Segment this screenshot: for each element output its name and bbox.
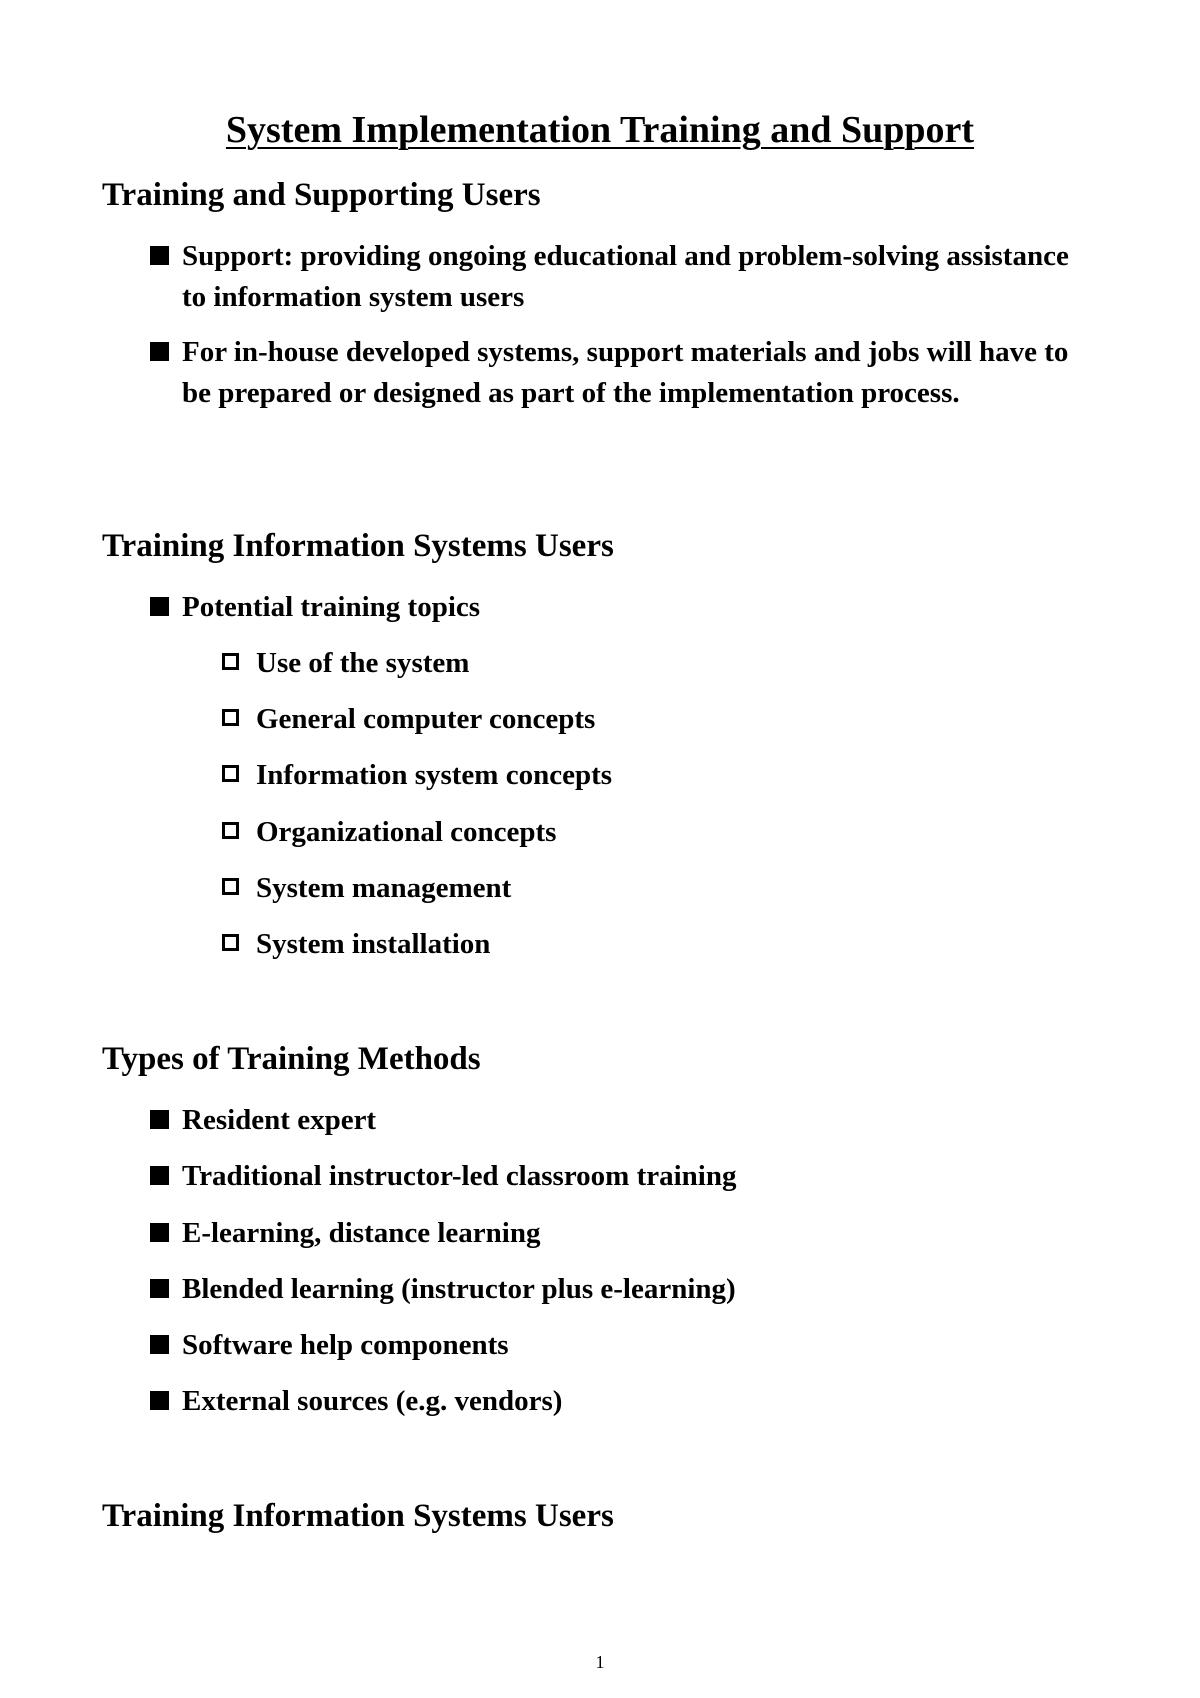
list-item [150,236,1090,318]
list-item [150,1325,1090,1366]
list-item-text: Blended learning (instructor plus e-learning) [182,1273,736,1305]
square-bullet-icon [150,1279,169,1298]
list-item-text: For in-house developed systems, support materials and jobs will have to be prepared or designed as part of the implementation process. [182,336,1069,409]
hollow-square-bullet-icon [222,934,239,951]
sub-list-item [222,699,1082,740]
page-number: 1 [595,1652,605,1672]
square-bullet-icon [150,1223,169,1242]
sub-list-item [222,924,1082,965]
hollow-square-bullet-icon [222,709,239,726]
sub-list-item [222,868,1082,909]
sub-list-item-text: Organizational concepts [256,816,557,848]
list-item [150,1381,1090,1422]
document-title: System Implementation Training and Support [225,109,975,151]
list-item [150,1156,1090,1197]
list-item-text: External sources (e.g. vendors) [182,1385,563,1417]
list-item-text: Potential training topics [182,591,481,623]
list-item [150,332,1090,414]
sub-list-item [222,812,1082,853]
hollow-square-bullet-icon [222,822,239,839]
section-heading-training-supporting-users: Training and Supporting Users [102,177,541,213]
square-bullet-icon [150,1335,169,1354]
sub-list-item-text: Information system concepts [256,759,613,791]
list-item [150,1269,1090,1310]
section-heading-training-is-users-2: Training Information Systems Users [102,1498,614,1534]
section-heading-training-methods: Types of Training Methods [102,1041,481,1077]
square-bullet-icon [150,597,169,616]
section-heading-training-is-users: Training Information Systems Users [102,528,614,564]
list-item [150,1100,1090,1141]
sub-list-item [222,755,1082,796]
square-bullet-icon [150,246,169,265]
hollow-square-bullet-icon [222,653,239,670]
sub-list-item [222,643,1082,684]
list-item [150,587,1090,628]
hollow-square-bullet-icon [222,878,239,895]
list-item-text: Support: providing ongoing educational and problem-solving assistance to information system users [182,240,1069,313]
list-item-text: Traditional instructor-led classroom training [182,1160,737,1192]
list-item-text: Software help components [182,1329,509,1361]
sub-list-item-text: System management [256,872,512,904]
list-item-text: E-learning, distance learning [182,1217,541,1249]
sub-list-item-text: Use of the system [256,647,470,679]
list-item-text: Resident expert [182,1104,377,1136]
hollow-square-bullet-icon [222,765,239,782]
square-bullet-icon [150,1110,169,1129]
sub-list-item-text: System installation [256,928,491,960]
list-item [150,1213,1090,1254]
square-bullet-icon [150,1166,169,1185]
square-bullet-icon [150,1391,169,1410]
square-bullet-icon [150,342,169,361]
sub-list-item-text: General computer concepts [256,703,596,735]
